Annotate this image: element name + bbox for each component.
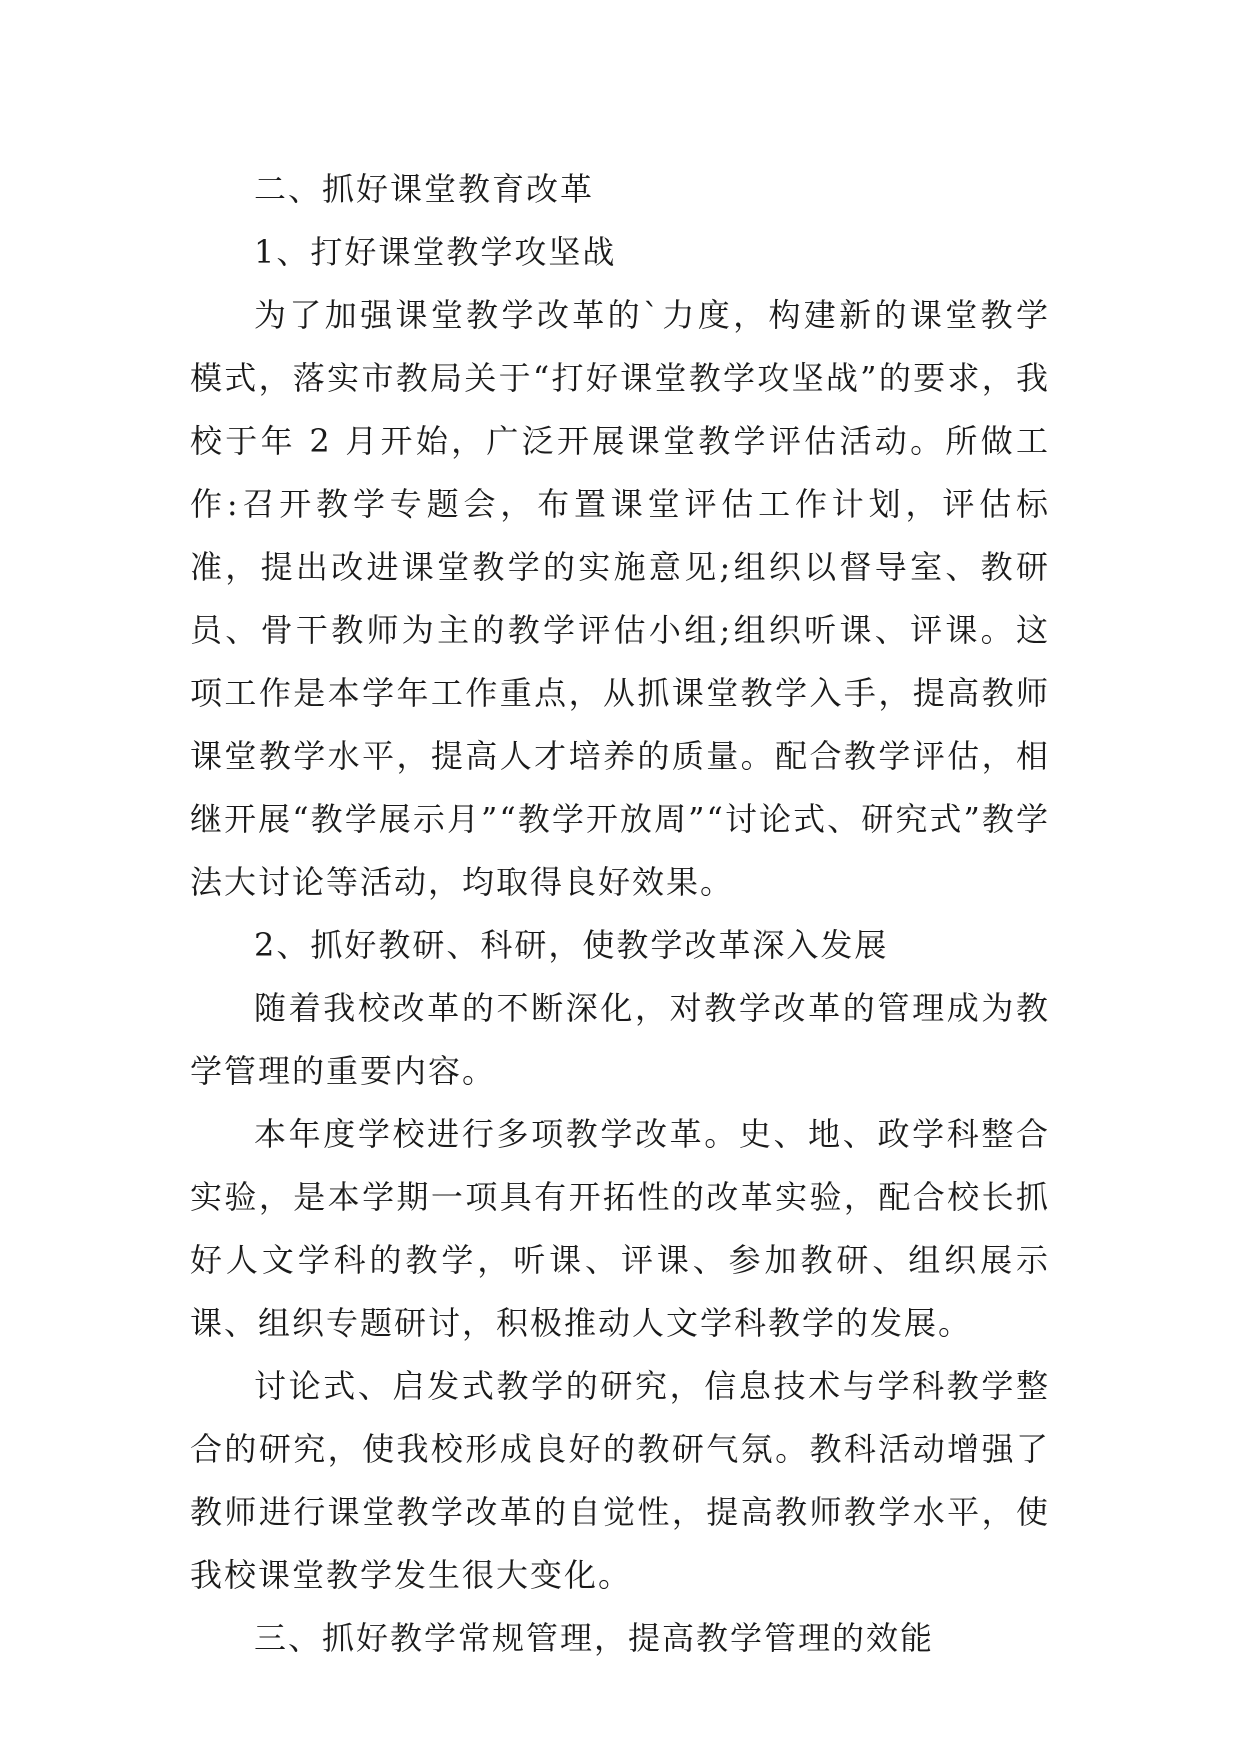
section-heading-2: 二、抓好课堂教育改革: [254, 170, 595, 208]
paragraph-teaching-research: 讨论式、启发式教学的研究，信息技术与学科教学整合的研究，使我校形成良好的教研气氛。教科活动增强了教师进行课堂教学改革的自觉性，提高教师教学水平，使我校课堂教学发生很大变化。: [190, 1367, 1050, 1594]
subsection-heading-1: 1、打好课堂教学攻坚战: [254, 233, 617, 271]
subsection-heading-2: 2、抓好教研、科研，使教学改革深入发展: [254, 926, 889, 964]
paragraph-reform-management: 随着我校改革的不断深化，对教学改革的管理成为教学管理的重要内容。: [190, 989, 1050, 1090]
document-body: [190, 158, 1050, 1670]
paragraph-classroom-reform: 为了加强课堂教学改革的`力度，构建新的课堂教学模式，落实市教局关于“打好课堂教学攻坚战”的要求，我校于年 2 月开始，广泛开展课堂教学评估活动。所做工作:召开教学专题会，布置课堂评估工作计划，评估标准，提出改进课堂教学的实施意见;组织以督导室、教研员、骨干教师为主的教学评估小组;组织听课、评课。这项工作是本学年工作重点，从抓课堂教学入手，提高教师课堂教学水平，提高人才培养的质量。配合教学评估，相继开展“教学展示月”“教学开放周”“讨论式、研究式”教学法大讨论等活动，均取得良好效果。: [190, 296, 1050, 901]
paragraph-annual-reform: 本年度学校进行多项教学改革。史、地、政学科整合实验，是本学期一项具有开拓性的改革实验，配合校长抓好人文学科的教学，听课、评课、参加教研、组织展示课、组织专题研讨，积极推动人文学科教学的发展。: [190, 1115, 1050, 1342]
section-heading-3: 三、抓好教学常规管理，提高教学管理的效能: [254, 1619, 935, 1657]
